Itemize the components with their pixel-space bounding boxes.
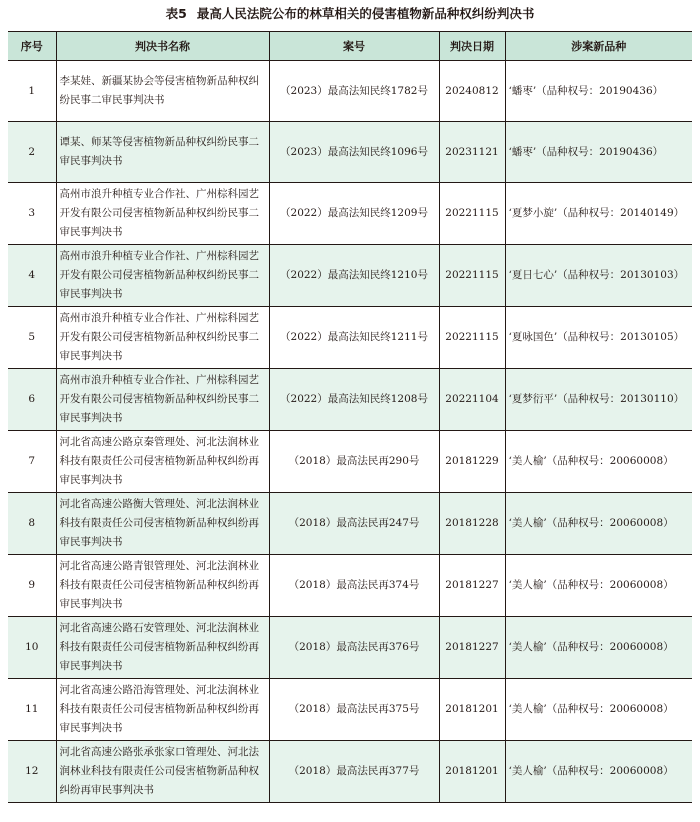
- judgment-date: 20240812: [439, 61, 505, 122]
- table-row: [8, 369, 692, 431]
- judgment-name: 河北省高速公路石安管理处、河北法润林业科技有限责任公司侵害植物新品种权纠纷再审民事判决书: [56, 617, 269, 679]
- table-row: [8, 741, 692, 803]
- judgment-date: 20231121: [439, 122, 505, 183]
- table-row: [8, 61, 692, 122]
- involved-variety: ‘夏咏国色’（品种权号：20130105）: [505, 307, 692, 369]
- table-title: 最高人民法院公布的林草相关的侵害植物新品种权纠纷判决书: [196, 6, 535, 21]
- table-row: [8, 245, 692, 307]
- row-number: 10: [8, 617, 56, 679]
- judgment-date: 20221115: [439, 307, 505, 369]
- table-number: 表5: [165, 6, 187, 21]
- row-number: 12: [8, 741, 56, 803]
- case-number: （2018）最高法民再290号: [269, 431, 439, 493]
- row-number: 5: [8, 307, 56, 369]
- case-number: （2023）最高法知民终1782号: [269, 61, 439, 122]
- involved-variety: ‘美人榆’（品种权号：20060008）: [505, 617, 692, 679]
- judgment-date: 20181227: [439, 617, 505, 679]
- header-date: 判决日期: [439, 32, 505, 61]
- header-case: 案号: [269, 32, 439, 61]
- judgment-date: 20221104: [439, 369, 505, 431]
- judgment-date: 20181227: [439, 555, 505, 617]
- row-number: 1: [8, 61, 56, 122]
- judgment-name: 河北省高速公路衡大管理处、河北法润林业科技有限责任公司侵害植物新品种权纠纷再审民事判决书: [56, 493, 269, 555]
- judgment-date: 20221115: [439, 245, 505, 307]
- involved-variety: ‘美人榆’（品种权号：20060008）: [505, 431, 692, 493]
- header-name: 判决书名称: [56, 32, 269, 61]
- table-row: [8, 183, 692, 245]
- case-number: （2022）最高法知民终1209号: [269, 183, 439, 245]
- judgment-name: 河北省高速公路沿海管理处、河北法润林业科技有限责任公司侵害植物新品种权纠纷再审民事判决书: [56, 679, 269, 741]
- involved-variety: ‘蟠枣’（品种权号：20190436）: [505, 122, 692, 183]
- table-row: [8, 307, 692, 369]
- involved-variety: ‘夏梦衍平’（品种权号：20130110）: [505, 369, 692, 431]
- row-number: 2: [8, 122, 56, 183]
- involved-variety: ‘蟠枣’（品种权号：20190436）: [505, 61, 692, 122]
- row-number: 3: [8, 183, 56, 245]
- involved-variety: ‘美人榆’（品种权号：20060008）: [505, 679, 692, 741]
- case-number: （2022）最高法知民终1210号: [269, 245, 439, 307]
- judgment-date: 20181229: [439, 431, 505, 493]
- case-number: （2022）最高法知民终1211号: [269, 307, 439, 369]
- judgment-name: 河北省高速公路青银管理处、河北法润林业科技有限责任公司侵害植物新品种权纠纷再审民事判决书: [56, 555, 269, 617]
- judgment-name: 高州市浪升种植专业合作社、广州棕科园艺开发有限公司侵害植物新品种权纠纷民事二审民事判决书: [56, 245, 269, 307]
- table-row: [8, 431, 692, 493]
- row-number: 9: [8, 555, 56, 617]
- case-number: （2018）最高法民再247号: [269, 493, 439, 555]
- judgment-date: 20181201: [439, 741, 505, 803]
- judgment-name: 谭某、师某等侵害植物新品种权纠纷民事二审民事判决书: [56, 122, 269, 183]
- header-row: [8, 32, 692, 61]
- judgments-table: [8, 31, 692, 803]
- case-number: （2018）最高法民再375号: [269, 679, 439, 741]
- row-number: 6: [8, 369, 56, 431]
- header-no: 序号: [8, 32, 56, 61]
- involved-variety: ‘夏梦小旋’（品种权号：20140149）: [505, 183, 692, 245]
- case-number: （2022）最高法知民终1208号: [269, 369, 439, 431]
- involved-variety: ‘美人榆’（品种权号：20060008）: [505, 493, 692, 555]
- table-row: [8, 493, 692, 555]
- judgment-date: 20181201: [439, 679, 505, 741]
- judgment-name: 李某娃、新疆某协会等侵害植物新品种权纠纷民事二审民事判决书: [56, 61, 269, 122]
- involved-variety: ‘夏日七心’（品种权号：20130103）: [505, 245, 692, 307]
- table-row: [8, 617, 692, 679]
- table-caption: [0, 4, 700, 24]
- row-number: 11: [8, 679, 56, 741]
- case-number: （2018）最高法民再377号: [269, 741, 439, 803]
- judgment-date: 20221115: [439, 183, 505, 245]
- row-number: 4: [8, 245, 56, 307]
- case-number: （2018）最高法民再376号: [269, 617, 439, 679]
- judgment-name: 河北省高速公路京秦管理处、河北法润林业科技有限责任公司侵害植物新品种权纠纷再审民事判决书: [56, 431, 269, 493]
- header-variety: 涉案新品种: [505, 32, 692, 61]
- table-row: [8, 555, 692, 617]
- table-row: [8, 122, 692, 183]
- judgment-name: 河北省高速公路张承张家口管理处、河北法润林业科技有限责任公司侵害植物新品种权纠纷再审民事判决书: [56, 741, 269, 803]
- judgment-name: 高州市浪升种植专业合作社、广州棕科园艺开发有限公司侵害植物新品种权纠纷民事二审民事判决书: [56, 307, 269, 369]
- case-number: （2023）最高法知民终1096号: [269, 122, 439, 183]
- case-number: （2018）最高法民再374号: [269, 555, 439, 617]
- judgment-name: 高州市浪升种植专业合作社、广州棕科园艺开发有限公司侵害植物新品种权纠纷民事二审民事判决书: [56, 369, 269, 431]
- row-number: 7: [8, 431, 56, 493]
- table-row: [8, 679, 692, 741]
- judgment-name: 高州市浪升种植专业合作社、广州棕科园艺开发有限公司侵害植物新品种权纠纷民事二审民事判决书: [56, 183, 269, 245]
- judgment-date: 20181228: [439, 493, 505, 555]
- involved-variety: ‘美人榆’（品种权号：20060008）: [505, 555, 692, 617]
- row-number: 8: [8, 493, 56, 555]
- involved-variety: ‘美人榆’（品种权号：20060008）: [505, 741, 692, 803]
